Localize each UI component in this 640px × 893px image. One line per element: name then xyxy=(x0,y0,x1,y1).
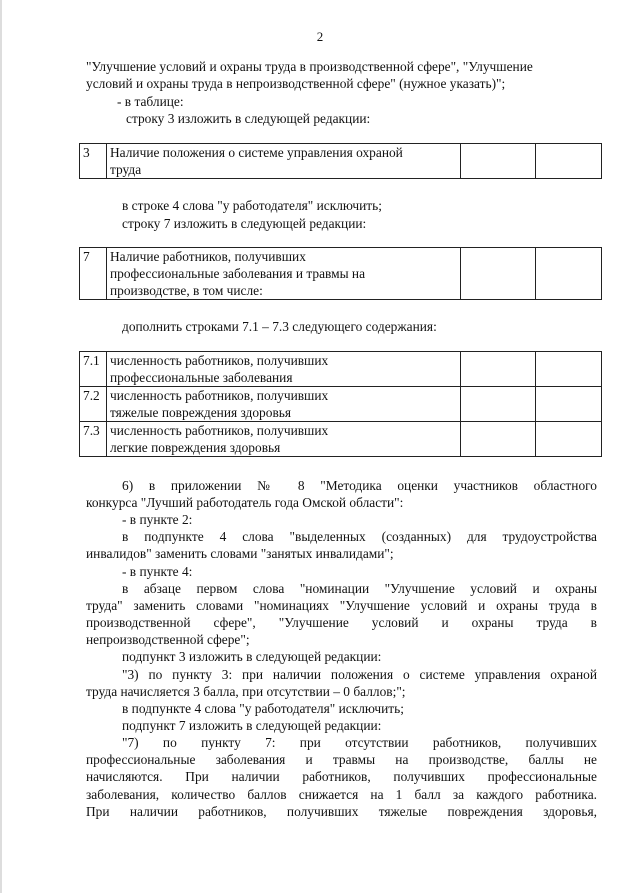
paragraph-line: "3) по пункту 3: при наличии положения о системе управления охраной xyxy=(122,667,597,682)
scan-edge xyxy=(0,0,2,893)
row-number: 7.2 xyxy=(80,387,107,422)
table-row xyxy=(80,248,602,300)
row-text-line: легкие повреждения здоровья xyxy=(110,440,281,455)
paragraph-line: в абзаце первом слова "номинации "Улучшение условий и охраны xyxy=(122,581,597,596)
empty-cell xyxy=(536,352,602,387)
table-row xyxy=(80,422,602,457)
table-row xyxy=(80,144,602,179)
text-line: строку 7 изложить в следующей редакции: xyxy=(122,216,367,231)
text-line: строку 3 изложить в следующей редакции: xyxy=(126,111,371,126)
page-number: 2 xyxy=(316,29,324,44)
paragraph-line: непроизводственной сфере"; xyxy=(86,632,250,647)
table-rows-7-1-to-7-3 xyxy=(79,351,602,457)
row-text xyxy=(107,248,461,300)
row-text-line: численность работников, получивших xyxy=(110,353,329,368)
empty-cell xyxy=(461,144,536,179)
table-row xyxy=(80,387,602,422)
text-line: в подпункте 4 слова "у работодателя" исключить; xyxy=(122,701,404,716)
empty-cell xyxy=(536,144,602,179)
paragraph-line: профессиональные заболевания и травмы на производстве, баллы не xyxy=(86,752,597,767)
paragraph-line: труда" заменить словами "номинациях "Улучшение условий и охраны труда в xyxy=(86,598,597,613)
paragraph-line: в подпункте 4 слова "выделенных (созданных) для трудоустройства xyxy=(122,529,597,544)
row-text xyxy=(107,387,461,422)
empty-cell xyxy=(461,422,536,457)
row-text-line: Наличие работников, получивших xyxy=(110,249,306,264)
empty-cell xyxy=(536,248,602,300)
paragraph-line: производственной сфере", "Улучшение условий и охраны труда в xyxy=(86,615,597,630)
row-number: 7 xyxy=(80,248,107,300)
paragraph-line: начисляются. При наличии работников, получивших профессиональные xyxy=(86,769,597,784)
text-line: условий и охраны труда в непроизводственной сфере" (нужное указать)"; xyxy=(86,76,506,91)
text-line: подпункт 7 изложить в следующей редакции: xyxy=(122,718,382,733)
table-row xyxy=(80,352,602,387)
paragraph-line: "7) по пункту 7: при отсутствии работников, получивших xyxy=(122,735,597,750)
empty-cell xyxy=(461,248,536,300)
row-number: 7.1 xyxy=(80,352,107,387)
row-text-line: Наличие положения о системе управления охраной xyxy=(110,145,403,160)
text-line: в строке 4 слова "у работодателя" исключить; xyxy=(122,198,382,213)
table-row-3 xyxy=(79,143,602,179)
row-text-line: производстве, в том числе: xyxy=(110,283,263,298)
text-line: - в таблице: xyxy=(117,94,184,109)
empty-cell xyxy=(461,387,536,422)
row-text-line: численность работников, получивших xyxy=(110,388,329,403)
row-text-line: профессиональные заболевания и травмы на xyxy=(110,266,366,281)
text-line: - в пункте 2: xyxy=(122,512,193,527)
paragraph-line: 6) в приложении № 8 "Методика оценки участников областного xyxy=(122,478,597,493)
row-text-line: профессиональные заболевания xyxy=(110,370,293,385)
row-text xyxy=(107,144,461,179)
empty-cell xyxy=(536,387,602,422)
table-row-7 xyxy=(79,247,602,300)
paragraph-line: конкурса "Лучший работодатель года Омской области": xyxy=(86,495,404,510)
text-line: подпункт 3 изложить в следующей редакции: xyxy=(122,649,382,664)
row-text-line: тяжелые повреждения здоровья xyxy=(110,405,292,420)
empty-cell xyxy=(536,422,602,457)
row-text-line: труда xyxy=(110,162,142,177)
row-number: 3 xyxy=(80,144,107,179)
text-line: - в пункте 4: xyxy=(122,564,193,579)
row-text-line: численность работников, получивших xyxy=(110,423,329,438)
empty-cell xyxy=(461,352,536,387)
paragraph-line: труда начисляется 3 балла, при отсутствии – 0 баллов;"; xyxy=(86,684,406,699)
paragraph-line: При наличии работников, получивших тяжелые повреждения здоровья, xyxy=(86,804,597,819)
row-number: 7.3 xyxy=(80,422,107,457)
paragraph-line: заболевания, количество баллов снижается на 1 балл за каждого работника. xyxy=(86,787,597,802)
row-text xyxy=(107,422,461,457)
text-line: дополнить строками 7.1 – 7.3 следующего содержания: xyxy=(122,319,437,334)
row-text xyxy=(107,352,461,387)
paragraph-line: инвалидов" заменить словами "занятых инвалидами"; xyxy=(86,546,394,561)
text-line: "Улучшение условий и охраны труда в производственной сфере", "Улучшение xyxy=(86,59,533,74)
